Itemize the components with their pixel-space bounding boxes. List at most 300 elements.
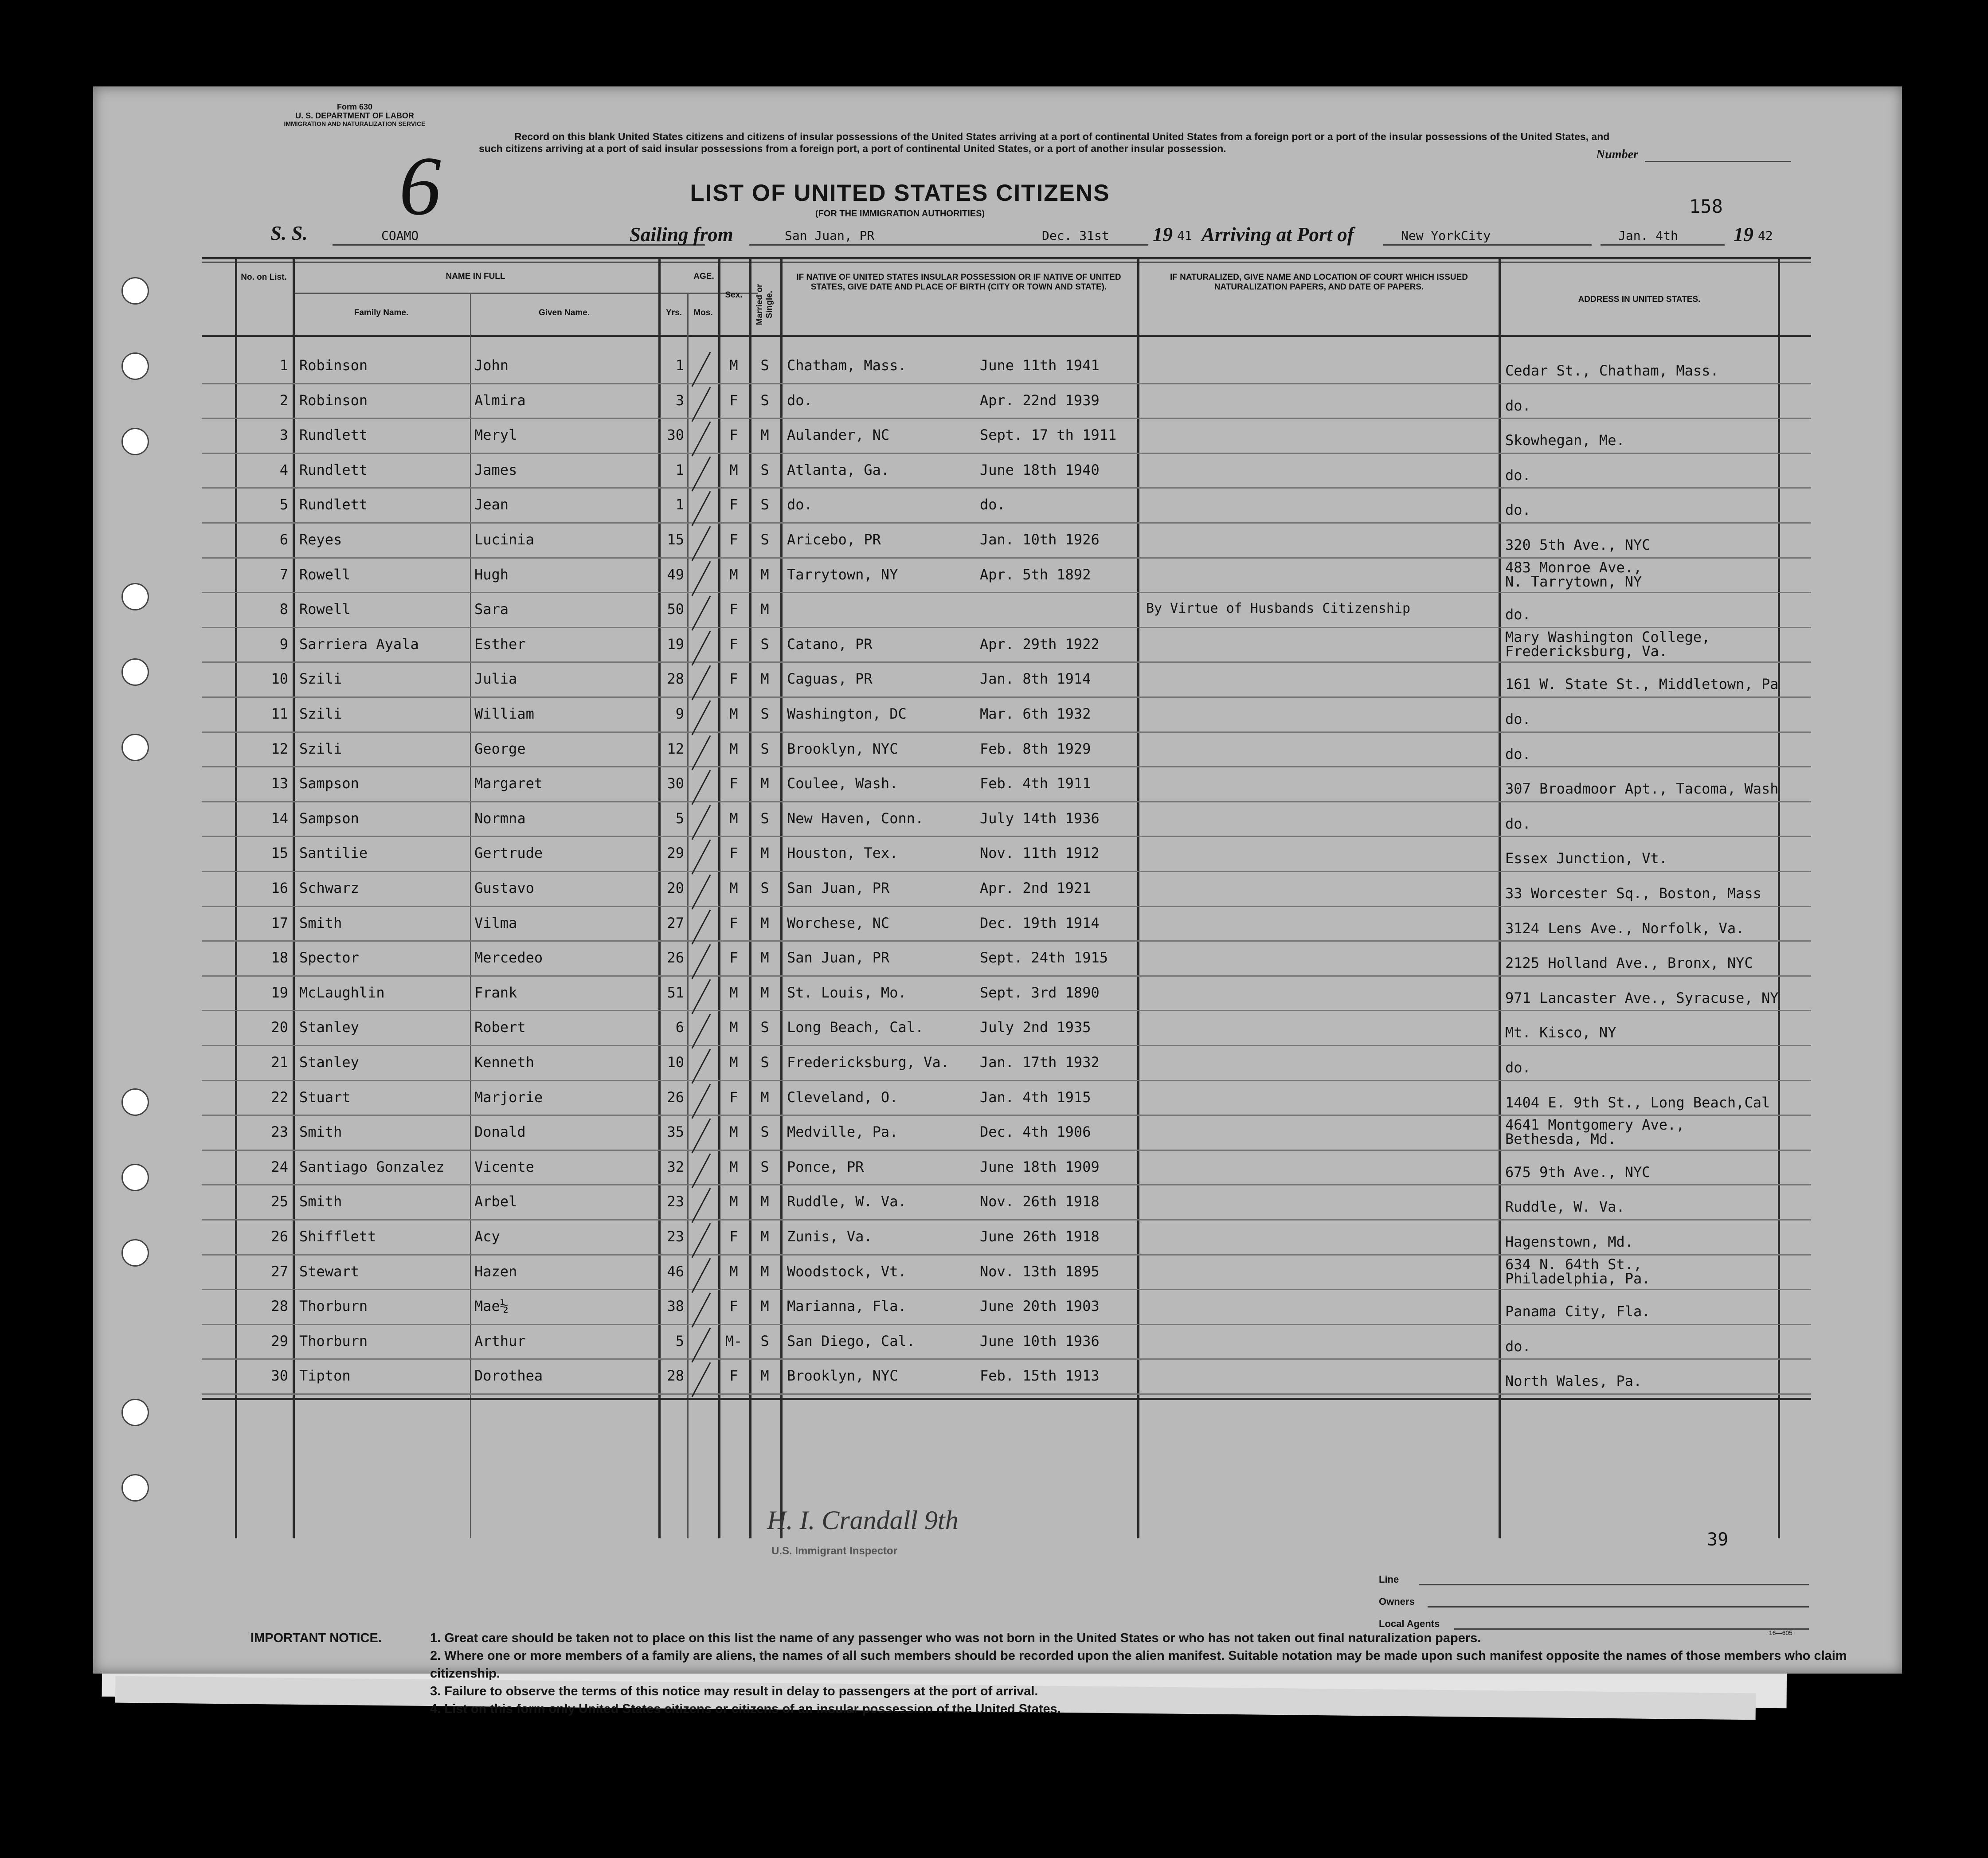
age-years: 1 [675, 496, 684, 513]
row-rule [202, 1254, 1811, 1256]
naturalization: By Virtue of Husbands Citizenship [1146, 601, 1411, 617]
marital-status: M [760, 670, 769, 688]
marital-status: S [760, 635, 769, 653]
notice-item: 2. Where one or more members of a family are aliens, the names of all such members should be recorded upon the alien manifest. Suitable notation may be made upon such manifest opposite the names of those members who claim citizenship. [430, 1649, 1847, 1681]
birth-date: Nov. 11th 1912 [980, 845, 1100, 862]
sex: M [729, 1193, 738, 1210]
row-number: 12 [271, 740, 288, 757]
given-name: Acy [474, 1228, 500, 1245]
row-number: 4 [279, 461, 288, 478]
sex: F [729, 949, 738, 966]
ss-label: S. S. [270, 222, 308, 244]
birth-place: Fredericksburg, Va. [787, 1054, 950, 1071]
row-number: 7 [279, 566, 288, 583]
sex: M [729, 984, 738, 1001]
birth-date: June 18th 1940 [980, 461, 1100, 478]
given-name: Mercedeo [474, 949, 543, 966]
row-number: 10 [271, 670, 288, 688]
check-mark [692, 1119, 711, 1154]
birth-place: Worchese, NC [787, 914, 890, 931]
marital-status: M [760, 601, 769, 618]
address-line-1: do. [1505, 466, 1531, 484]
check-mark [692, 630, 711, 665]
marital-status: M [760, 1298, 769, 1315]
family-name: Smith [299, 1193, 342, 1210]
marital-status: S [760, 357, 769, 374]
age-years: 20 [667, 880, 684, 896]
birth-place: New Haven, Conn. [787, 810, 924, 827]
birth-place: Chatham, Mass. [787, 357, 907, 374]
check-mark [692, 979, 711, 1014]
row-number: 15 [271, 845, 288, 862]
sex: M [729, 1263, 738, 1280]
family-name: Smith [299, 914, 342, 931]
sheet-total: 39 [1707, 1529, 1729, 1550]
sex: M [729, 357, 738, 374]
address-line-1: 33 Worcester Sq., Boston, Mass [1505, 885, 1761, 902]
given-name: Meryl [474, 426, 517, 444]
sex: F [729, 845, 738, 862]
marital-status: M [760, 1193, 769, 1210]
row-number: 27 [271, 1263, 288, 1280]
address-line-1: do. [1505, 501, 1531, 519]
row-rule [202, 418, 1811, 419]
age-years: 5 [675, 810, 684, 827]
col-rule [470, 293, 471, 1538]
family-name: Thorburn [299, 1298, 368, 1315]
birth-date: Apr. 2nd 1921 [980, 880, 1091, 896]
check-mark [692, 387, 711, 422]
birth-place: Houston, Tex. [787, 845, 898, 862]
department: U. S. DEPARTMENT OF LABOR [295, 111, 414, 120]
row-rule [202, 1010, 1811, 1011]
family-name: Stanley [299, 1054, 359, 1071]
row-number: 22 [271, 1088, 288, 1106]
family-name: Szili [299, 740, 342, 757]
sex: F [729, 635, 738, 653]
age-years: 5 [675, 1332, 684, 1349]
birth-place: Aricebo, PR [787, 531, 881, 548]
row-rule [202, 383, 1811, 384]
col-rule [687, 293, 689, 1538]
row-number: 3 [279, 426, 288, 444]
marital-status: M [760, 775, 769, 792]
ship-name: COAMO [381, 228, 419, 243]
binder-hole [121, 1088, 149, 1116]
row-number: 20 [271, 1019, 288, 1036]
marital-status: M [760, 914, 769, 931]
row-rule [202, 1045, 1811, 1046]
address-line-1: do. [1505, 1059, 1531, 1076]
birth-place: Catano, PR [787, 635, 873, 653]
sex: F [729, 391, 738, 409]
address-line-1: 320 5th Ave., NYC [1505, 536, 1651, 553]
row-number: 13 [271, 775, 288, 792]
row-number: 23 [271, 1123, 288, 1141]
birth-date: June 10th 1936 [980, 1332, 1100, 1349]
address-line-1: Essex Junction, Vt. [1505, 850, 1668, 867]
header-years: Yrs. [666, 308, 682, 317]
given-name: Esther [474, 635, 526, 653]
check-mark [692, 1327, 711, 1362]
row-rule [202, 1219, 1811, 1220]
family-name: Shifflett [299, 1228, 376, 1245]
check-mark [692, 1188, 711, 1223]
address-line-1: Mary Washington College, [1505, 628, 1710, 645]
arriving-port-line [1383, 244, 1592, 246]
row-number: 28 [271, 1298, 288, 1315]
row-rule [202, 557, 1811, 559]
col-rule [293, 257, 295, 1538]
address-line-1: Cedar St., Chatham, Mass. [1505, 362, 1719, 379]
given-name: Gertrude [474, 845, 543, 862]
header-naturalized: IF NATURALIZED, GIVE NAME AND LOCATION OF COURT WHICH ISSUED NATURALIZATION PAPERS, AND DATE OF PAPERS. [1170, 273, 1468, 292]
row-number: 9 [279, 635, 288, 653]
inspector-signature: H. I. Crandall 9th [767, 1506, 959, 1535]
marital-status: S [760, 461, 769, 478]
marital-status: M [760, 984, 769, 1001]
age-years: 23 [667, 1193, 684, 1210]
sex: M [729, 1158, 738, 1175]
sex: F [729, 426, 738, 444]
marital-status: S [760, 391, 769, 409]
age-years: 19 [667, 635, 684, 653]
birth-date: Apr. 22nd 1939 [980, 391, 1100, 409]
arriving-port: New YorkCity [1401, 228, 1491, 243]
header-age: AGE. [693, 272, 714, 281]
binder-hole [121, 1239, 149, 1267]
row-rule [202, 871, 1811, 872]
row-rule [202, 1324, 1811, 1325]
family-name: Sampson [299, 775, 359, 792]
address-line-1: do. [1505, 606, 1531, 623]
birth-date: do. [980, 496, 1006, 513]
age-years: 26 [667, 1088, 684, 1106]
address-line-1: Panama City, Fla. [1505, 1303, 1651, 1320]
family-name: Stuart [299, 1088, 351, 1106]
birth-date: July 14th 1936 [980, 810, 1100, 827]
birth-place: Medville, Pa. [787, 1123, 898, 1141]
sex: F [729, 531, 738, 548]
address-line-1: 634 N. 64th St., [1505, 1256, 1642, 1273]
age-years: 15 [667, 531, 684, 548]
family-name: Szili [299, 670, 342, 688]
row-rule [202, 1080, 1811, 1081]
family-name: Santilie [299, 845, 368, 862]
sex: M [729, 705, 738, 722]
row-number: 25 [271, 1193, 288, 1210]
row-rule [202, 1184, 1811, 1185]
sex: M [729, 1123, 738, 1141]
address-line-1: do. [1505, 711, 1531, 728]
header-sex: Sex. [725, 290, 743, 300]
marital-status: M [760, 426, 769, 444]
age-years: 23 [667, 1228, 684, 1245]
marital-status: S [760, 531, 769, 548]
birth-place: Brooklyn, NYC [787, 740, 898, 757]
sex: F [729, 1298, 738, 1315]
birth-place: Zunis, Va. [787, 1228, 873, 1245]
family-name: Rundlett [299, 426, 368, 444]
address-line-1: do. [1505, 397, 1531, 414]
row-rule [202, 453, 1811, 454]
birth-date: Nov. 13th 1895 [980, 1263, 1100, 1280]
address-line-1: 675 9th Ave., NYC [1505, 1163, 1651, 1181]
sex: M [729, 1019, 738, 1036]
row-number: 16 [271, 880, 288, 896]
address-line-1: Hagenstown, Md. [1505, 1233, 1633, 1250]
row-number: 11 [271, 705, 288, 722]
sex: F [729, 601, 738, 618]
marital-status: M [760, 1367, 769, 1385]
birth-place: Cleveland, O. [787, 1088, 898, 1106]
check-mark [692, 1258, 711, 1293]
family-name: Robinson [299, 357, 368, 374]
sex: M- [725, 1332, 743, 1349]
given-name: Jean [474, 496, 509, 513]
header-birth: IF NATIVE OF UNITED STATES INSULAR POSSESSION OR IF NATIVE OF UNITED STATES, GIVE DATE AND PLACE OF BIRTH (CITY OR TOWN AND STATE). [796, 273, 1121, 292]
page-subtitle: (FOR THE IMMIGRATION AUTHORITIES) [815, 209, 985, 219]
address-line-2: N. Tarrytown, NY [1505, 573, 1642, 590]
birth-date: Apr. 29th 1922 [980, 635, 1100, 653]
sex: M [729, 810, 738, 827]
family-name: Sarriera Ayala [299, 635, 419, 653]
given-name: Arbel [474, 1193, 517, 1210]
page-number: 158 [1689, 196, 1723, 217]
birth-place: do. [787, 496, 813, 513]
marital-status: S [760, 1332, 769, 1349]
age-years: 28 [667, 670, 684, 688]
header-bottom-rule [202, 335, 1811, 337]
form-code: 16—605 [1769, 1629, 1792, 1636]
family-name: Stewart [299, 1263, 359, 1280]
sex: F [729, 1228, 738, 1245]
given-name: Hugh [474, 566, 509, 583]
col-rule [658, 257, 661, 1538]
marital-status: S [760, 1054, 769, 1071]
birth-date: Dec. 4th 1906 [980, 1123, 1091, 1141]
marital-status: M [760, 1228, 769, 1245]
notice-heading: IMPORTANT NOTICE. [250, 1631, 382, 1645]
family-name: Santiago Gonzalez [299, 1158, 445, 1175]
age-years: 6 [675, 1019, 684, 1036]
page-title: LIST OF UNITED STATES CITIZENS [690, 180, 1110, 206]
marital-status: M [760, 566, 769, 583]
owners-field [1428, 1606, 1809, 1608]
address-line-1: 4641 Montgomery Ave., [1505, 1116, 1685, 1134]
row-rule [202, 1289, 1811, 1290]
row-rule [202, 522, 1811, 524]
marital-status: S [760, 1019, 769, 1036]
table-bottom-rule [202, 1398, 1811, 1400]
table-top-rule-2 [202, 262, 1811, 263]
marital-status: S [760, 1158, 769, 1175]
birth-date: Jan. 17th 1932 [980, 1054, 1100, 1071]
marital-status: M [760, 949, 769, 966]
marital-status: S [760, 496, 769, 513]
birth-place: Ruddle, W. Va. [787, 1193, 907, 1210]
birth-date: Sept. 3rd 1890 [980, 984, 1100, 1001]
row-rule [202, 801, 1811, 802]
sex: F [729, 496, 738, 513]
col-rule [780, 257, 783, 1538]
address-line-2: Bethesda, Md. [1505, 1130, 1616, 1148]
age-years: 3 [675, 391, 684, 409]
check-mark [692, 1223, 711, 1258]
age-years: 46 [667, 1263, 684, 1280]
given-name: Dorothea [474, 1367, 543, 1385]
row-rule [202, 975, 1811, 977]
check-mark [692, 874, 711, 909]
binder-hole [121, 734, 149, 761]
check-mark [692, 352, 711, 387]
header-no: No. on List. [241, 273, 287, 282]
birth-date: Feb. 15th 1913 [980, 1367, 1100, 1385]
binder-hole [121, 1399, 149, 1426]
sex: M [729, 1054, 738, 1071]
notice-item: 1. Great care should be taken not to place on this list the name of any passenger who was not born in the United States or who has not taken out final naturalization papers. [430, 1631, 1481, 1645]
line-label: Line [1379, 1574, 1399, 1585]
birth-place: Tarrytown, NY [787, 566, 898, 583]
binder-hole [121, 277, 149, 305]
given-name: Margaret [474, 775, 543, 792]
address-line-1: Skowhegan, Me. [1505, 432, 1625, 449]
address-line-1: do. [1505, 745, 1531, 763]
marital-status: M [760, 1088, 769, 1106]
age-years: 50 [667, 601, 684, 618]
birth-date: Feb. 8th 1929 [980, 740, 1091, 757]
row-number: 18 [271, 949, 288, 966]
row-number: 29 [271, 1332, 288, 1349]
birth-place: Long Beach, Cal. [787, 1019, 924, 1036]
sailing-date-line [1020, 244, 1148, 246]
header-name-in-full: NAME IN FULL [446, 272, 505, 281]
given-name: Hazen [474, 1263, 517, 1280]
sex: M [729, 880, 738, 896]
check-mark [692, 909, 711, 944]
given-name: Almira [474, 391, 526, 409]
line-field [1419, 1584, 1809, 1585]
birth-date: Mar. 6th 1932 [980, 705, 1091, 722]
check-mark [692, 700, 711, 735]
row-rule [202, 696, 1811, 698]
family-name: Rundlett [299, 461, 368, 478]
sex: F [729, 1367, 738, 1385]
marital-status: M [760, 845, 769, 862]
birth-place: Washington, DC [787, 705, 907, 722]
birth-place: St. Louis, Mo. [787, 984, 907, 1001]
given-name: Frank [474, 984, 517, 1001]
family-name: Rowell [299, 566, 351, 583]
birth-place: Caguas, PR [787, 670, 873, 688]
check-mark [692, 735, 711, 770]
family-name: Spector [299, 949, 359, 966]
birth-place: San Diego, Cal. [787, 1332, 915, 1349]
owners-label: Owners [1379, 1596, 1415, 1607]
birth-place: Ponce, PR [787, 1158, 864, 1175]
age-years: 49 [667, 566, 684, 583]
row-number: 5 [279, 496, 288, 513]
birth-date: Apr. 5th 1892 [980, 566, 1091, 583]
row-rule [202, 1115, 1811, 1116]
arrival-date-line [1601, 244, 1725, 246]
given-name: Sara [474, 601, 509, 618]
address-line-1: North Wales, Pa. [1505, 1373, 1642, 1390]
row-rule [202, 661, 1811, 663]
row-number: 6 [279, 531, 288, 548]
row-rule [202, 592, 1811, 593]
age-years: 1 [675, 461, 684, 478]
arriving-label: Arriving at Port of [1201, 223, 1354, 246]
age-years: 1 [675, 357, 684, 374]
col-rule [1137, 257, 1139, 1538]
row-number: 2 [279, 391, 288, 409]
age-years: 28 [667, 1367, 684, 1385]
service: IMMIGRATION AND NATURALIZATION SERVICE [284, 120, 426, 127]
sex: F [729, 670, 738, 688]
family-name: Stanley [299, 1019, 359, 1036]
given-name: Donald [474, 1123, 526, 1141]
row-rule [202, 1358, 1811, 1360]
family-name: Thorburn [299, 1332, 368, 1349]
header-family-name: Family Name. [354, 308, 409, 317]
marital-status: S [760, 740, 769, 757]
marital-status: S [760, 1123, 769, 1141]
age-years: 32 [667, 1158, 684, 1175]
age-years: 51 [667, 984, 684, 1001]
family-name: Szili [299, 705, 342, 722]
birth-date: Nov. 26th 1918 [980, 1193, 1100, 1210]
arrival-year: 42 [1758, 228, 1773, 243]
age-years: 9 [675, 705, 684, 722]
birth-date: July 2nd 1935 [980, 1019, 1091, 1036]
address-line-2: Fredericksburg, Va. [1505, 642, 1668, 660]
given-name: James [474, 461, 517, 478]
address-line-1: 971 Lancaster Ave., Syracuse, NY [1505, 989, 1779, 1006]
address-line-1: 3124 Lens Ave., Norfolk, Va. [1505, 919, 1745, 937]
family-name: Tipton [299, 1367, 351, 1385]
row-rule [202, 766, 1811, 767]
given-name: Gustavo [474, 880, 534, 896]
given-name: Normna [474, 810, 526, 827]
row-rule [202, 836, 1811, 837]
given-name: Mae½ [474, 1298, 509, 1315]
sex: F [729, 914, 738, 931]
marital-status: S [760, 880, 769, 896]
age-years: 35 [667, 1123, 684, 1141]
row-rule [202, 1150, 1811, 1151]
binder-hole [121, 428, 149, 455]
handwritten-list-number: 6 [399, 140, 441, 233]
family-name: McLaughlin [299, 984, 385, 1001]
row-number: 1 [279, 357, 288, 374]
birth-place: Marianna, Fla. [787, 1298, 907, 1315]
year-prefix-arrival: 19 [1734, 223, 1753, 246]
birth-date: June 26th 1918 [980, 1228, 1100, 1245]
sex: M [729, 740, 738, 757]
birth-date: Jan. 8th 1914 [980, 670, 1091, 688]
inspector-label: U.S. Immigrant Inspector [771, 1545, 898, 1557]
sex: F [729, 1088, 738, 1106]
col-rule [1499, 257, 1501, 1538]
family-name: Robinson [299, 391, 368, 409]
birth-place: Woodstock, Vt. [787, 1263, 907, 1280]
birth-date: Sept. 24th 1915 [980, 949, 1108, 966]
age-years: 12 [667, 740, 684, 757]
family-name: Sampson [299, 810, 359, 827]
sailing-port-line [749, 244, 1024, 246]
birth-date: Dec. 19th 1914 [980, 914, 1100, 931]
